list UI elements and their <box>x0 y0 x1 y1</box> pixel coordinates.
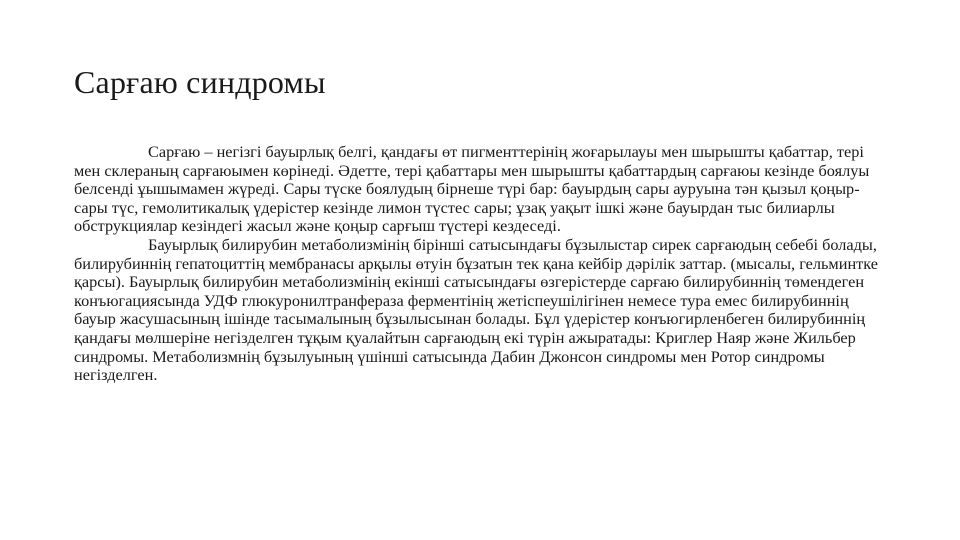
body-paragraph-2: Бауырлық билирубин метаболизмінің бірінші сатысындағы бұзылыстар сирек сарғаюдың себебі болады, билирубиннің гепатоциттің мембранасы арқылы өтуін бұзатын тек қана кейбір дәрілік заттар. (мысалы, гельминтке қарсы). Бауырлық билирубин метаболизмінің екінші сатысындағы өзгерістерде сарғаю билирубиннің төмендеген конъюгациясында УДФ глюкуронилтранфераза ферментінің жетіспеушілігінен немесе тура емес билирубиннің бауыр жасушасының ішінде тасымалының бұзылысынан болады. Бұл үдерістер конъюгирленбеген билирубиннің қандағы мөлшеріне негізделген тұқым қуалайтын сарғаюдың екі түрін ажыратады: Криглер Наяр және Жильбер синдромы. Метаболизмнің бұзылуының үшінші сатысында Дабин Джонсон синдромы мен Ротор синдромы негізделген. <box>74 234 879 385</box>
slide-title: Сарғаю синдромы <box>74 64 326 100</box>
body-paragraph-1: Сарғаю – негізгі бауырлық белгі, қандағы өт пигменттерінің жоғарылауы мен шырышты қабаттар, тері мен склераның сарғаюымен көрінеді. Әдетте, тері қабаттары мен шырышты қабаттардың сарғаюы кезінде боялуы белсенді ұышымамен жүреді. Сары түске боялудың бірнеше түрі бар: бауырдың сары ауруына тән қызыл қоңыр-сары түс, гемолитикалық үдерістер кезінде лимон түстес сары; ұзақ уақыт ішкі және бауырдан тыс билиарлы обструкциялар кезіндегі жасыл және қоңыр сарғыш түстері кездеседі. <box>74 142 870 236</box>
slide-body <box>74 143 890 385</box>
